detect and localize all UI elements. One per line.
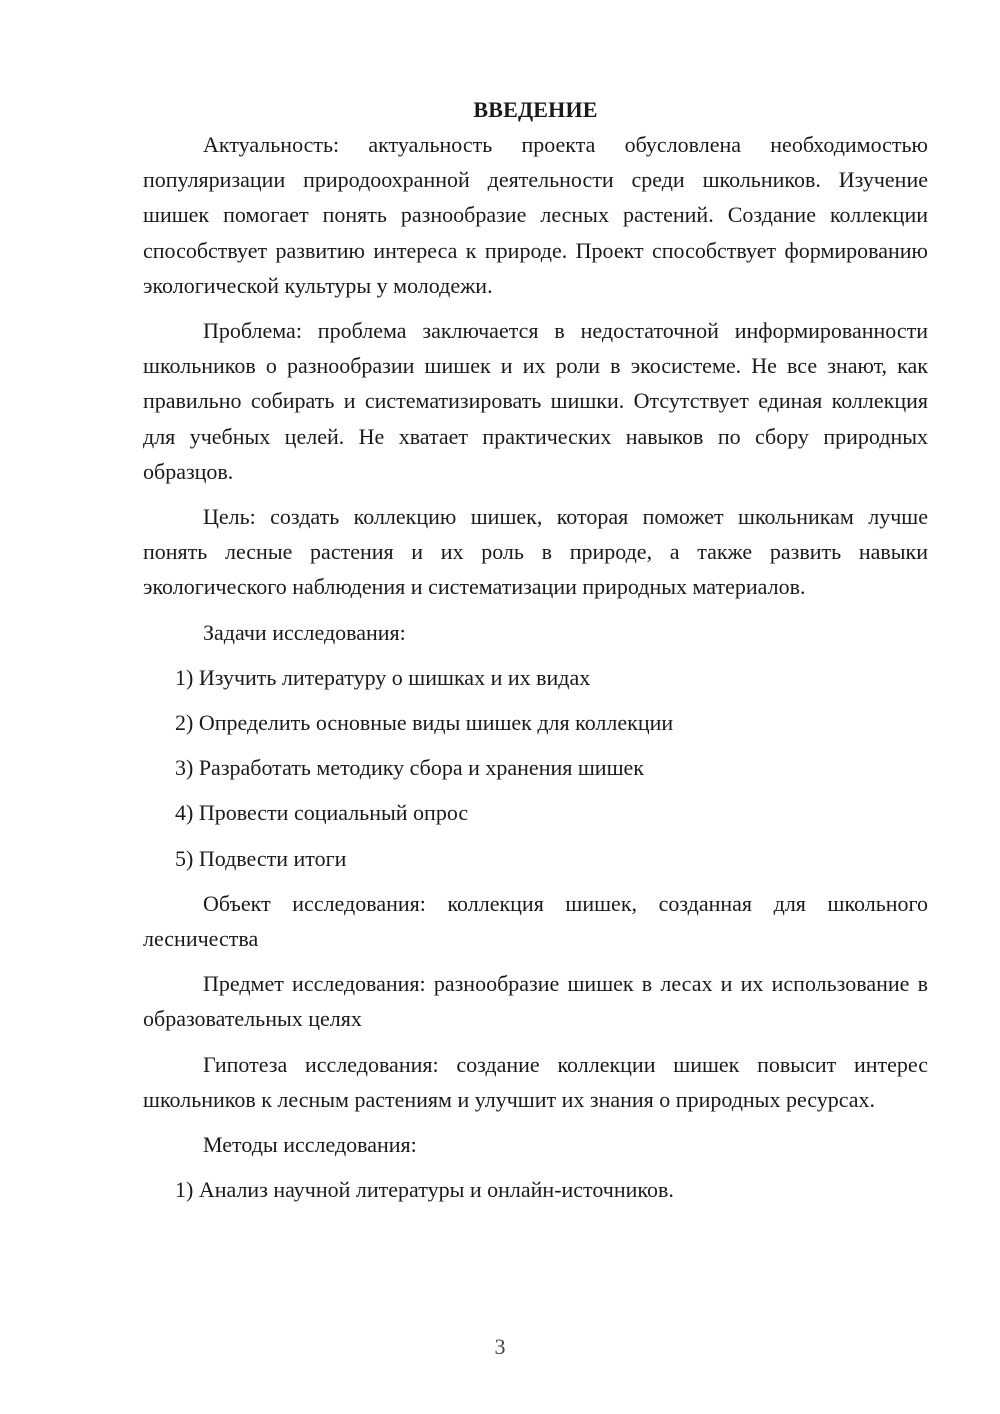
list-item: 1) Изучить литературу о шишках и их видах: [175, 664, 591, 690]
methods-label: Методы исследования:: [203, 1132, 417, 1158]
page-title: ВВЕДЕНИЕ: [473, 97, 598, 122]
document-page: [143, 92, 928, 1217]
page-number: 3: [494, 1334, 506, 1359]
problem-paragraph: Проблема: проблема заключается в недостаточной информированности школьников о разнообразии шишек и их роли в экосистеме. Не все знают, как правильно собирать и систематизировать шишки. Отсутствует единая коллекция для учебных целей. Не хватает практических навыков по сбору природных образцов.: [143, 318, 928, 484]
relevance-paragraph: Актуальность: актуальность проекта обусловлена необходимостью популяризации природоохранной деятельности среди школьников. Изучение шишек помогает понять разнообразие лесных растений. Создание коллекции способствует развитию интереса к природе. Проект способствует формированию экологической культуры у молодежи.: [143, 132, 928, 298]
list-item: 5) Подвести итоги: [175, 845, 347, 871]
hypothesis-paragraph: Гипотеза исследования: создание коллекции шишек повысит интерес школьников к лесным растениям и улучшит их знания о природных ресурсах.: [143, 1051, 928, 1112]
tasks-label: Задачи исследования:: [203, 619, 406, 645]
list-item: 3) Разработать методику сбора и хранения шишек: [175, 755, 644, 781]
tasks-list: [143, 660, 928, 876]
subject-paragraph: Предмет исследования: разнообразие шишек в лесах и их использование в образовательных целях: [143, 971, 928, 1032]
goal-paragraph: Цель: создать коллекцию шишек, которая поможет школьникам лучше понять лесные растения и их роль в природе, а также развить навыки экологического наблюдения и систематизации природных материалов.: [143, 504, 928, 600]
object-paragraph: Объект исследования: коллекция шишек, созданная для школьного лесничества: [143, 890, 928, 952]
methods-list: [143, 1172, 928, 1207]
list-item: 1) Анализ научной литературы и онлайн-источников.: [175, 1177, 674, 1203]
list-item: 2) Определить основные виды шишек для коллекции: [175, 710, 674, 736]
list-item: 4) Провести социальный опрос: [175, 800, 469, 826]
